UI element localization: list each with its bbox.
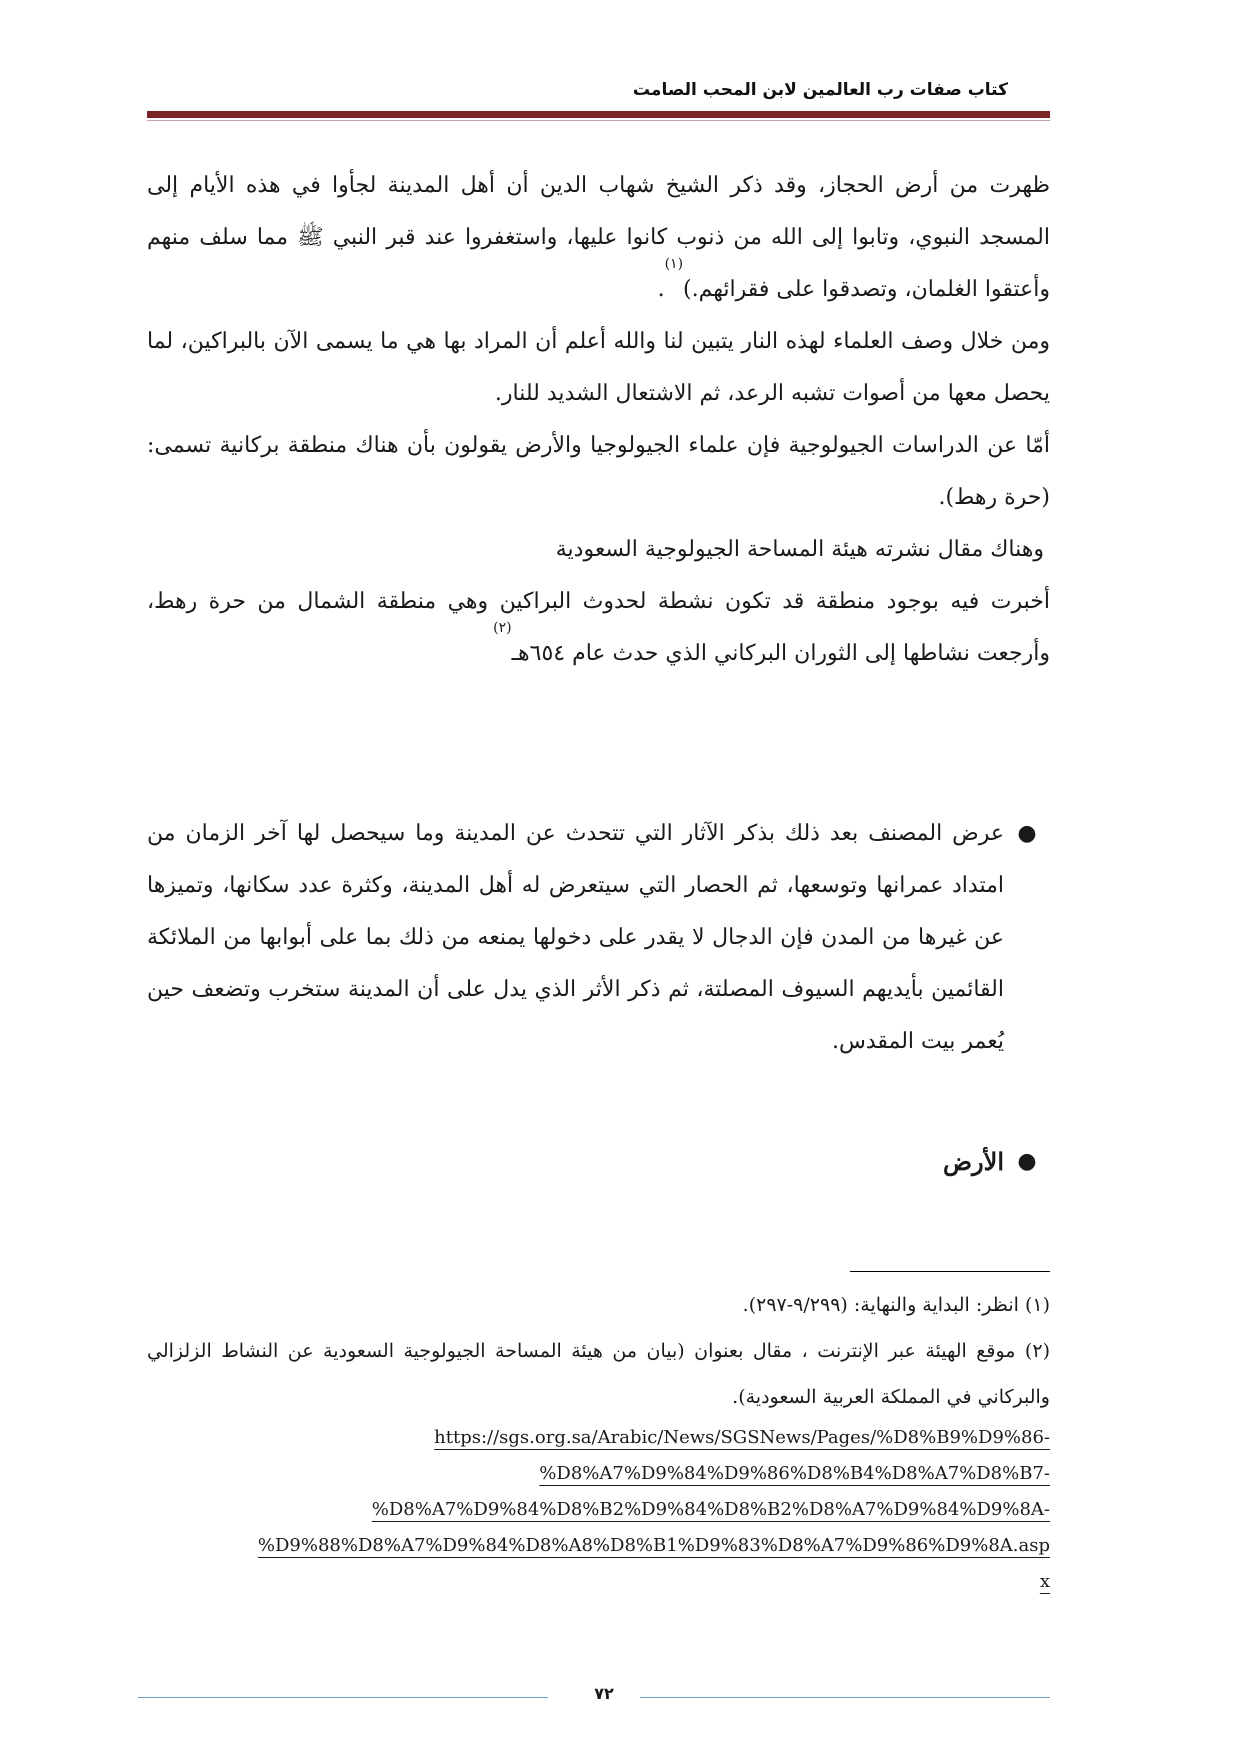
paragraph-1-text: ظهرت من أرض الحجاز، وقد ذكر الشيخ شهاب الدين أن أهل المدينة لجأوا في هذه الأيام إلى المسجد النبوي، وتابوا إلى الله من ذنوب كانوا عليها، واستغفروا عند قبر النبي ﷺ مما سلف منهم وأعتقوا الغلمان، وتصدقوا على فقرائهم.) bbox=[147, 173, 1050, 302]
url-line-3[interactable]: %D8%A7%D9%84%D8%B2%D9%84%D8%B2%D8%A7%D9%84%D9%8A- bbox=[371, 1499, 1050, 1520]
footnote-separator bbox=[850, 1271, 1050, 1272]
paragraph-5-text: أخبرت فيه بوجود منطقة قد تكون نشطة لحدوث البراكين وهي منطقة الشمال من حرة رهط، وأرجعت نشاطها إلى الثوران البركاني الذي حدث عام ٦٥٤هـ bbox=[147, 589, 1050, 666]
section-heading: الأرض bbox=[943, 1147, 1004, 1176]
page-number: ٧٢ bbox=[594, 1684, 614, 1703]
bullet-item-text: عرض المصنف بعد ذلك بذكر الآثار التي تتحدث عن المدينة وما سيحصل لها آخر الزمان من امتداد عمرانها وتوسعها، ثم الحصار التي سيتعرض له أهل المدينة، وكثرة عدد سكانها، وتميزها عن غيرها من المدن فإن الدجال لا يقدر على دخولها يمنعه من ذلك بما على أبوابها من الملائكة القائمين بأيديهم السيوف المصلتة، ثم ذكر الأثر الذي يدل على أن المدينة ستخرب وتضعف حين يُعمر بيت المقدس. bbox=[147, 821, 1004, 1054]
main-body-text bbox=[147, 160, 1050, 680]
paragraph-1 bbox=[147, 160, 1050, 316]
bullet-heading-item bbox=[147, 1136, 1050, 1188]
footnote-ref-1[interactable]: (١) bbox=[664, 256, 684, 272]
paragraph-1-end: . bbox=[657, 277, 665, 302]
footnote-url bbox=[147, 1420, 1050, 1600]
paragraph-4: وهناك مقال نشرته هيئة المساحة الجيولوجية السعودية bbox=[555, 537, 1044, 562]
bullet-icon: ● bbox=[1017, 821, 1037, 846]
url-line-2[interactable]: %D8%A7%D9%84%D9%86%D8%B4%D8%A7%D8%B7- bbox=[539, 1463, 1050, 1484]
url-line-4[interactable]: %D9%88%D8%A7%D9%84%D8%A8%D8%B1%D9%83%D8%A7%D9%86%D9%8A.asp bbox=[257, 1535, 1050, 1556]
bullet-list-item bbox=[147, 808, 1050, 1068]
url-line-5[interactable]: x bbox=[1039, 1571, 1050, 1592]
paragraph-2: ومن خلال وصف العلماء لهذه النار يتبين لنا والله أعلم أن المراد بها هي ما يسمى الآن بالبراكين، لما يحصل معها من أصوات تشبه الرعد، ثم الاشتعال الشديد للنار. bbox=[147, 329, 1050, 406]
bullet-icon: ● bbox=[1017, 1149, 1037, 1174]
paragraph-5 bbox=[147, 576, 1050, 680]
url-line-1[interactable]: https://sgs.org.sa/Arabic/News/SGSNews/Pages/%D8%B9%D9%86- bbox=[434, 1427, 1050, 1448]
paragraph-3: أمّا عن الدراسات الجيولوجية فإن علماء الجيولوجيا والأرض يقولون بأن هناك منطقة بركانية تسمى: (حرة رهط). bbox=[147, 433, 1050, 510]
footnote-ref-2[interactable]: (٢) bbox=[493, 620, 512, 636]
footnotes-section bbox=[147, 1282, 1050, 1600]
header-divider bbox=[147, 111, 1050, 118]
footnote-2: (٢) موقع الهيئة عبر الإنترنت ، مقال بعنوان (بيان من هيئة المساحة الجيولوجية السعودية عن النشاط الزلزالي والبركاني في المملكة العربية السعودية). bbox=[147, 1340, 1050, 1408]
footnote-1: (١) انظر: البداية والنهاية: (٩/٢٩٩-٢٩٧). bbox=[742, 1294, 1050, 1316]
footer-rule-left bbox=[138, 1697, 548, 1698]
footer-rule-right bbox=[640, 1697, 1050, 1698]
header-divider-thin bbox=[147, 120, 1050, 121]
running-header-title: كتاب صفات رب العالمين لابن المحب الصامت bbox=[632, 80, 1008, 100]
